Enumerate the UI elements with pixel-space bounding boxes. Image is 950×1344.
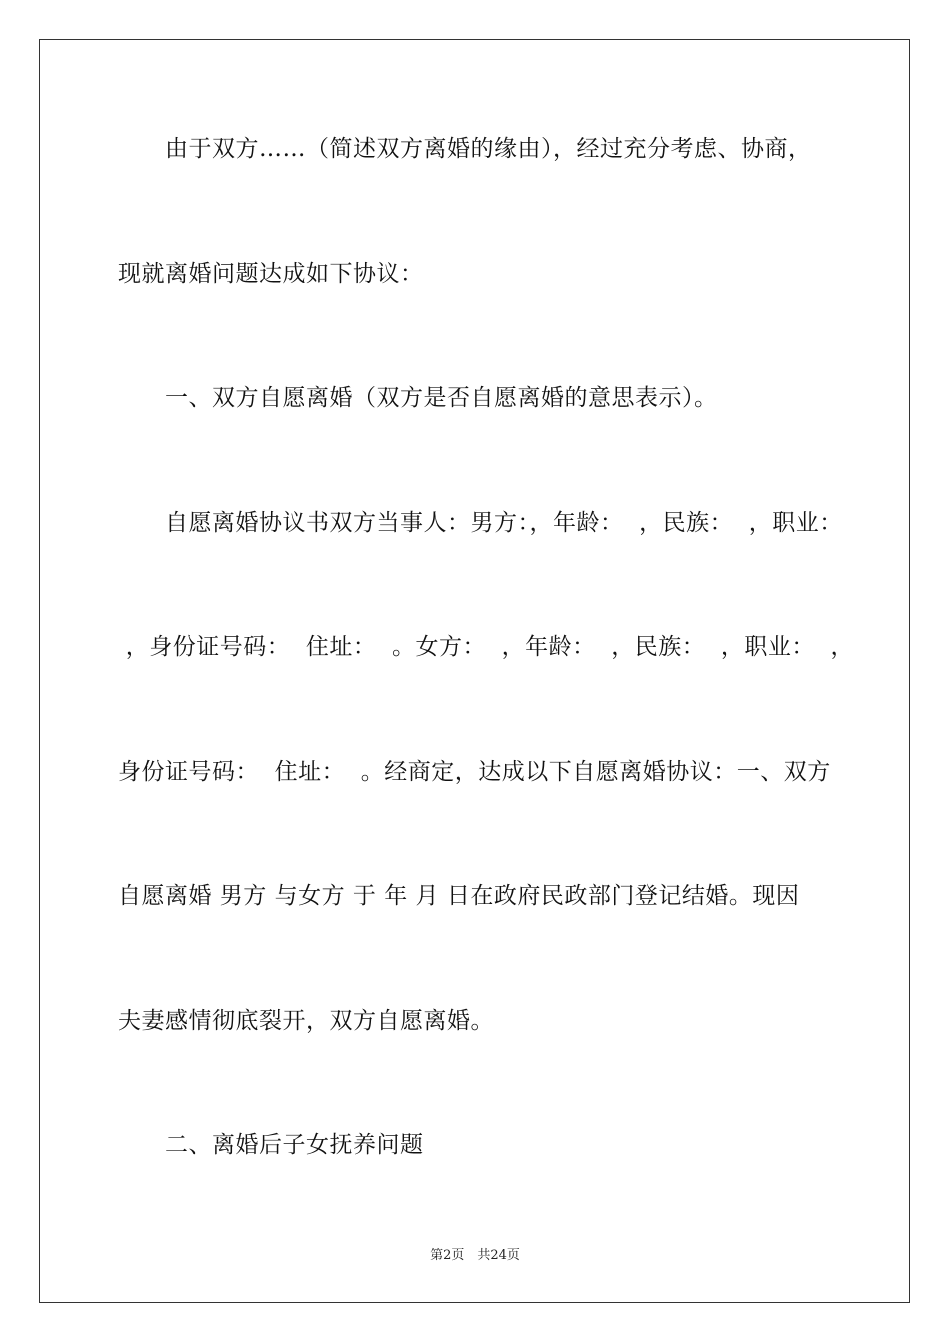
- clause-heading-1: 一、双方自愿离婚（双方是否自愿离婚的意思表示）。: [118, 385, 718, 411]
- paragraph-line: 自愿离婚协议书双方当事人：男方：，年龄： ，民族： ，职业：: [118, 510, 843, 536]
- paragraph-line: 身份证号码： 住址： 。经商定，达成以下自愿离婚协议：一、双方: [118, 759, 831, 785]
- paragraph-line: 夫妻感情彻底裂开，双方自愿离婚。: [118, 1008, 494, 1034]
- paragraph-line: 现就离婚问题达成如下协议：: [118, 261, 424, 287]
- paragraph-line: ，身份证号码： 住址： 。女方： ，年龄： ，民族： ，职业： ，: [118, 634, 855, 660]
- page-number-footer: 第2页 共24页: [430, 1248, 520, 1263]
- page-border: [39, 39, 910, 1303]
- paragraph-line: 由于双方……（简述双方离婚的缘由），经过充分考虑、协商，: [118, 136, 812, 162]
- clause-heading-2: 二、离婚后子女抚养问题: [118, 1132, 424, 1158]
- paragraph-line: 自愿离婚 男方 与女方 于 年 月 日在政府民政部门登记结婚。现因: [118, 883, 800, 909]
